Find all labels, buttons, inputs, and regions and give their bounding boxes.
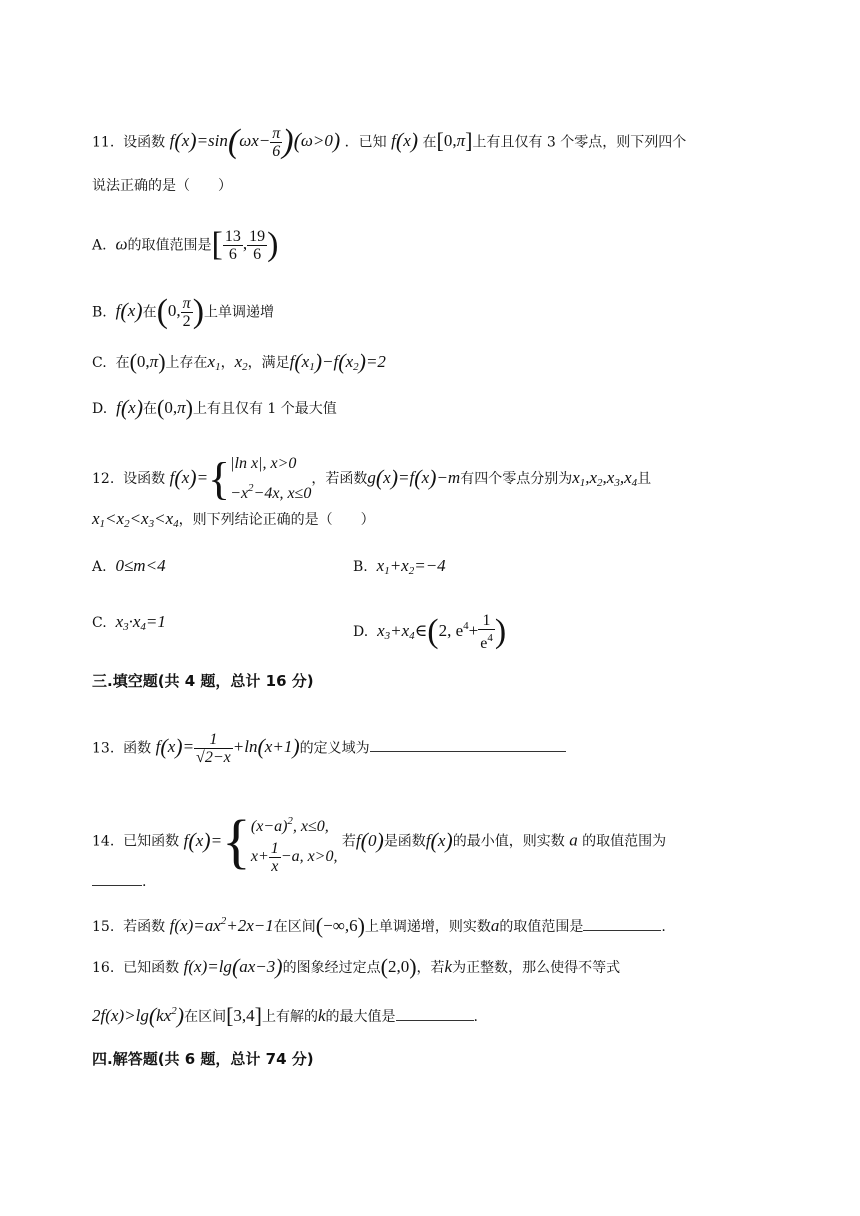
q11-stem-a: 设函数: [123, 134, 166, 151]
q12-stem-line1: 12. 设函数 f(x)={ |ln x|, x>0 $-x^2-4x$, x≤0 ，若函数g(x)=f(x)−m有四个零点分别为$x_1,x_2,x_3,x_4$且: [92, 453, 652, 504]
section-4-heading: 四.解答题(共 6 题，总计 74 分): [92, 1050, 314, 1068]
q11-stem-b: ．已知: [344, 134, 387, 151]
q12-option-b: B. $x_1+x_2=-4$: [353, 556, 446, 577]
q15: 15. 若函数 $f(x)=ax^2+2x-1$在区间(−∞,6)上单调递增，则实数a的取值范围是 .: [92, 913, 666, 938]
q11-stem-line1: 11. 设函数 f(x)=sin(ωx− $\frac{\pi}{6}$ )(ω>0) ．已知 f(x) 在[0,π]上有且仅有 3 个零点，则下列四个: [92, 123, 687, 161]
q11-option-c: C. 在(0,π)上存在$x_1$，$x_2$，满足$f(x_1)-f(x_2)=2$: [92, 349, 386, 374]
q16-answer-blank[interactable]: [396, 1008, 474, 1021]
section-3-heading: 三.填空题(共 4 题，总计 16 分): [92, 672, 314, 690]
q14: 14. 已知函数 f(x)={ $(x-a)^2$, x≤0, x+ $\frac{1}{x}$ −a, x>0, 若f(0)是函数f(x)的最小值，则实数 a 的取值范围为: [92, 808, 667, 875]
q14-blank-line: .: [92, 872, 820, 892]
q14-answer-blank[interactable]: [92, 873, 142, 886]
q15-answer-blank[interactable]: [583, 918, 661, 931]
q11-number: 11.: [92, 134, 115, 151]
q14-piecewise: $(x-a)^2$, x≤0, x+ $\frac{1}{x}$ −a, x>0,: [250, 815, 338, 875]
q11-stem-line2: 说法正确的是（ ）: [92, 178, 232, 194]
q11-option-d: D. f(x)在(0,π)上有且仅有 1 个最大值: [92, 395, 337, 420]
q11-option-b: B. f(x)在(0, $\frac{\pi}{2}$ )上单调递增: [92, 293, 275, 331]
q13: 13. 函数 f(x)= $\frac{1}{√2-x}$ +ln(x+1)的定义域为: [92, 731, 820, 766]
q12-stem-line2: $x_1<x_2<x_3<x_4$，则下列结论正确的是（ ）: [92, 509, 375, 530]
q12-option-c: C. $x_3\cdot x_4=1$: [92, 612, 166, 633]
q12-piecewise: |ln x|, x>0 $-x^2-4x$, x≤0: [230, 455, 312, 502]
q12-option-a: A. 0≤m<4: [92, 556, 166, 575]
q13-answer-blank[interactable]: [370, 739, 566, 752]
q11-formula: f(x)=sin(ωx− $\frac{\pi}{6}$ )(ω>0): [169, 123, 341, 161]
q16-line1: 16. 已知函数 f(x)=lg(ax−3)的图象经过定点(2,0)，若k为正整数，那么使得不等式: [92, 954, 621, 979]
q11-stem-d: 上有且仅有 3 个零点，则下列四个: [472, 134, 687, 151]
q11-option-a: A. ω的取值范围是[ $\frac{13}{6}$ , $\frac{19}{6}$ ): [92, 226, 279, 264]
q16-line2: $2f(x)>\lg(kx^2)$在区间[3,4]上有解的k的最大值是 .: [92, 1003, 478, 1028]
q12-option-d: D. $x_3+x_4\in(2$, $e^4+$ $\frac{1}{e^4}$ ): [353, 612, 507, 652]
